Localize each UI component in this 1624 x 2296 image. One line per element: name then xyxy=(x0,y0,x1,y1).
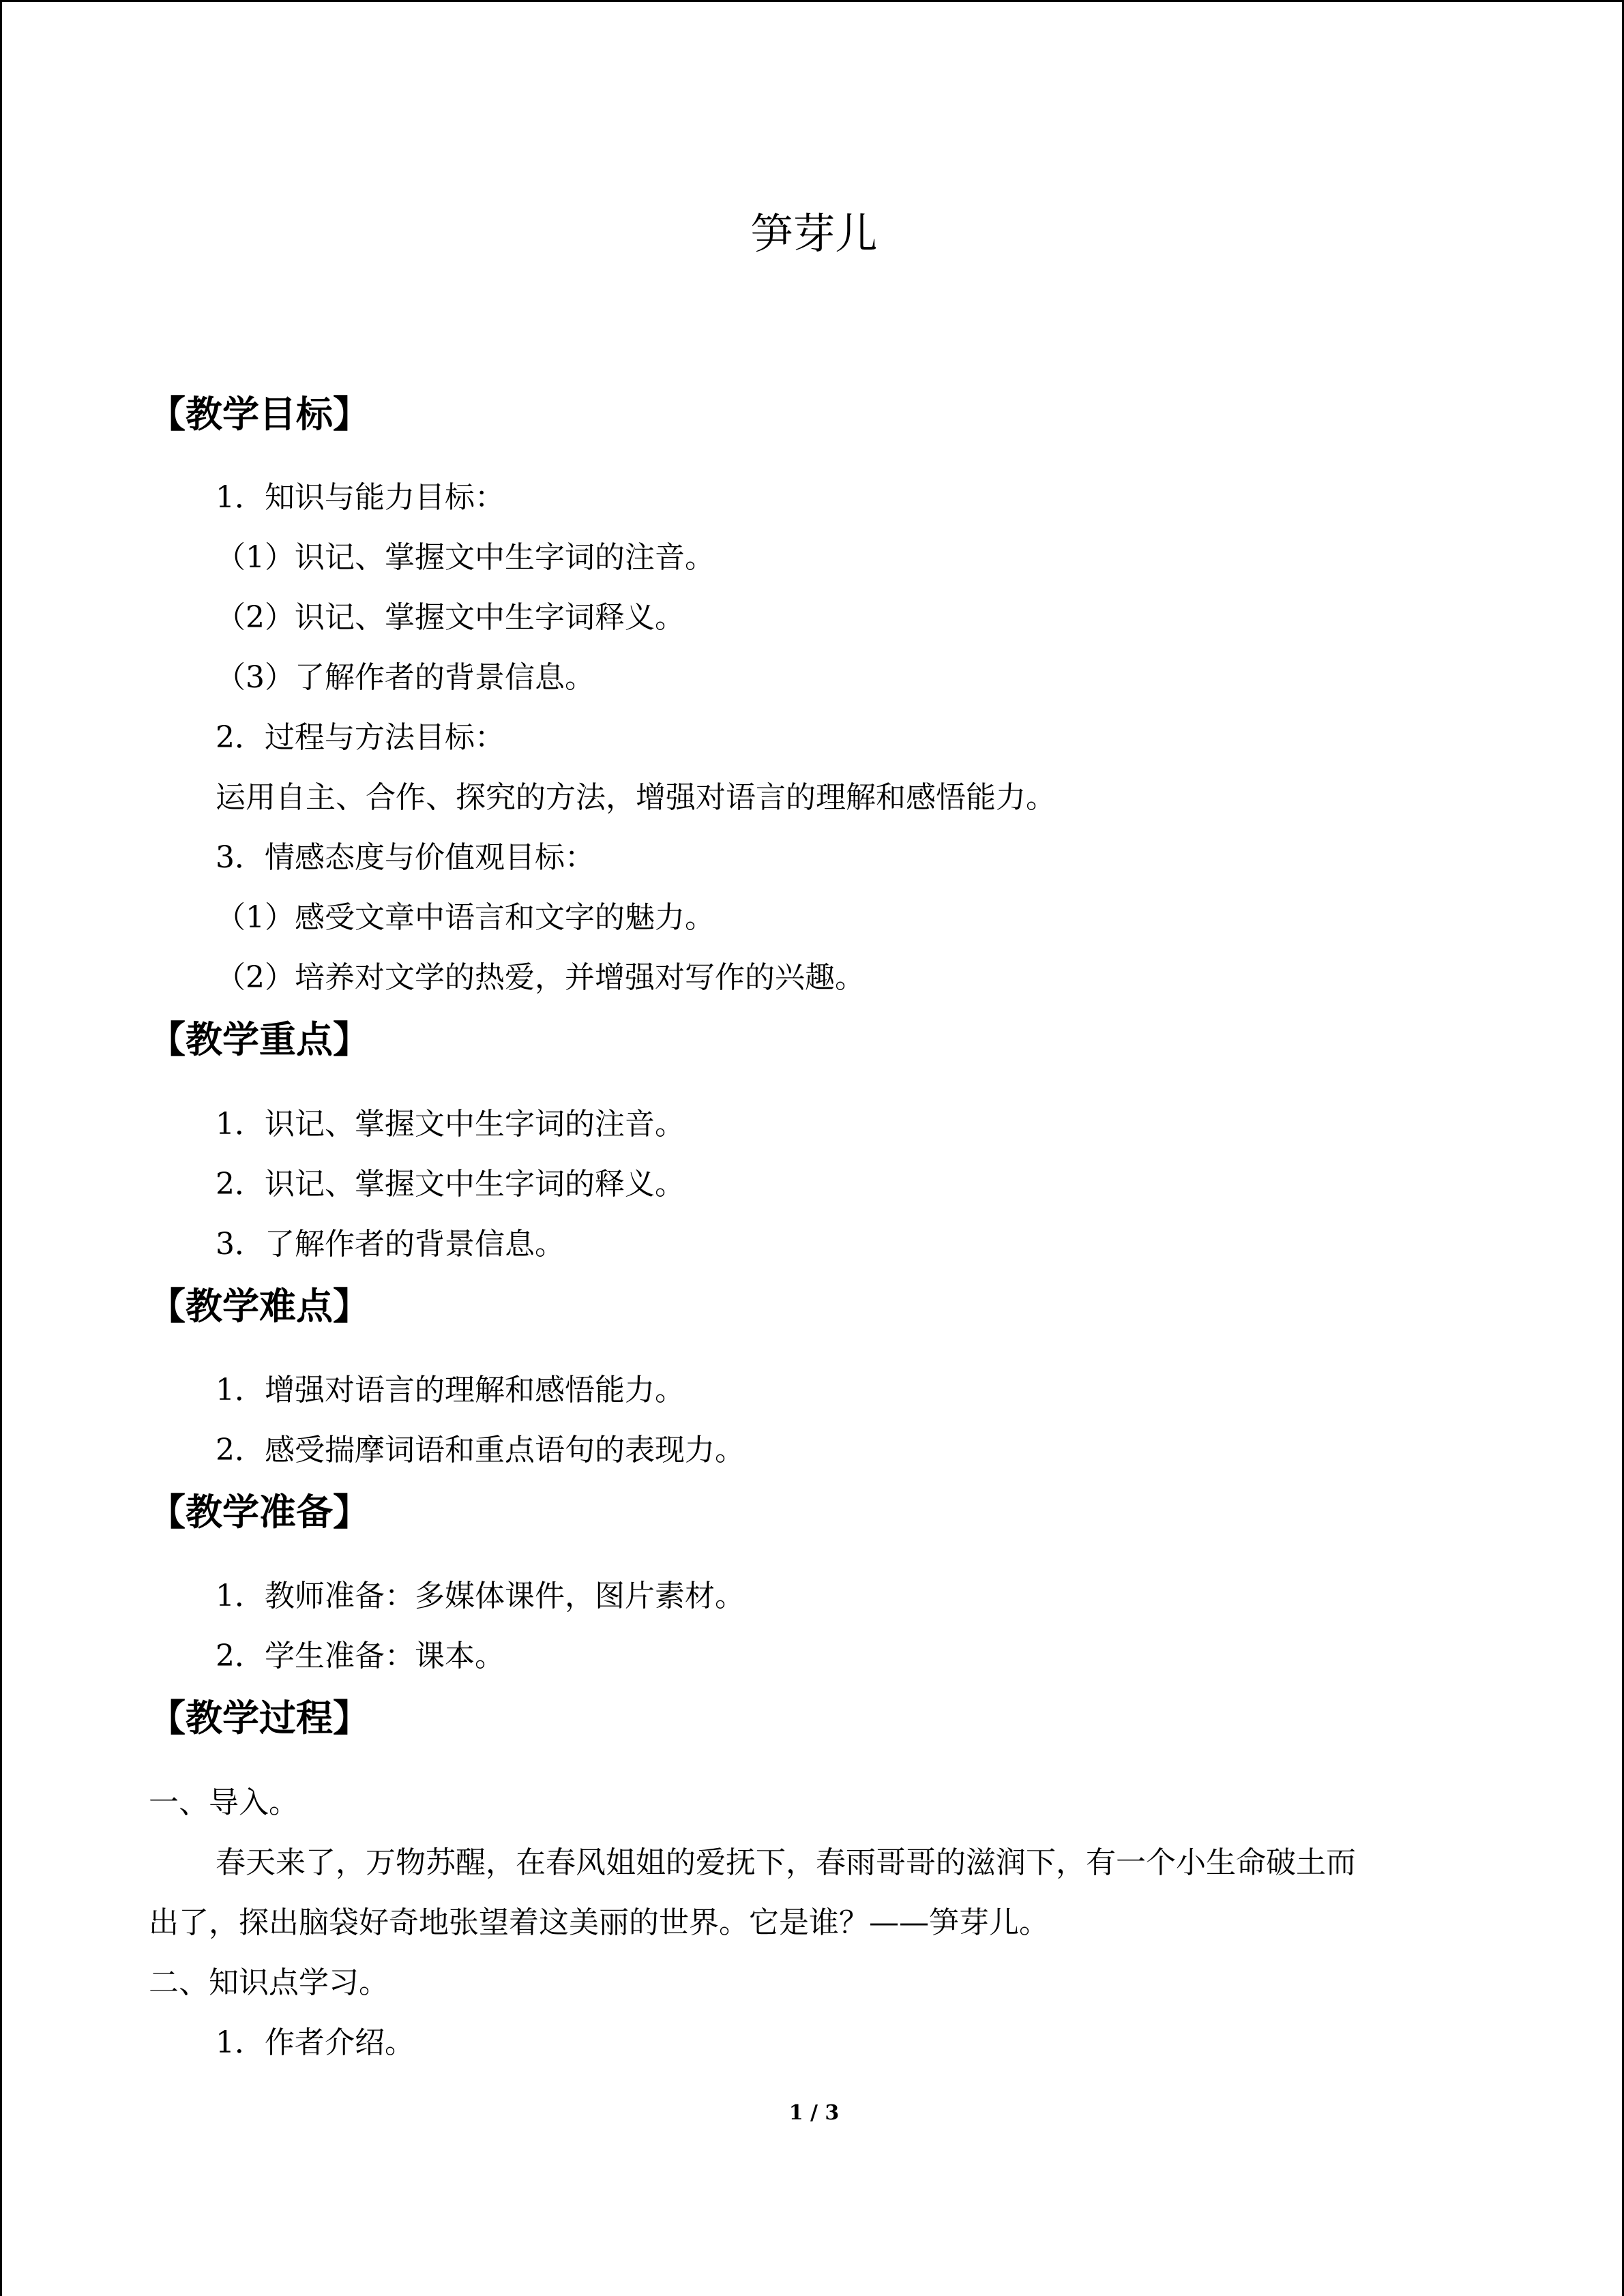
key-points-line: 1．识记、掌握文中生字词的注音。 xyxy=(216,1107,685,1142)
difficulties-line: 2．感受揣摩词语和重点语句的表现力。 xyxy=(216,1433,745,1467)
page-number: 1 / 3 xyxy=(788,2101,840,2125)
process-line: 一、导入。 xyxy=(149,1785,299,1820)
objectives-line: 1．知识与能力目标： xyxy=(216,480,505,515)
process-line: 出了，探出脑袋好奇地张望着这美丽的世界。它是谁？——笋芽儿。 xyxy=(149,1905,1049,1940)
key-points-heading: 【教学重点】 xyxy=(149,1018,370,1061)
key-points-line: 3．了解作者的背景信息。 xyxy=(216,1227,565,1262)
key-points-line: 2．识记、掌握文中生字词的释义。 xyxy=(216,1167,685,1202)
process-line: 二、知识点学习。 xyxy=(149,1965,389,2000)
objectives-line: （2）培养对文学的热爱，并增强对写作的兴趣。 xyxy=(216,960,865,995)
objectives-line: 2．过程与方法目标： xyxy=(216,720,505,755)
objectives-line: （1）感受文章中语言和文字的魅力。 xyxy=(216,900,715,935)
document-title: 笋芽儿 xyxy=(750,209,878,258)
difficulties-heading: 【教学难点】 xyxy=(149,1285,370,1328)
preparation-line: 2．学生准备：课本。 xyxy=(216,1639,505,1673)
objectives-heading: 【教学目标】 xyxy=(149,393,370,436)
objectives-line: 3．情感态度与价值观目标： xyxy=(216,840,595,875)
objectives-line: 运用自主、合作、探究的方法，增强对语言的理解和感悟能力。 xyxy=(216,780,1056,815)
process-heading: 【教学过程】 xyxy=(149,1697,370,1740)
objectives-line: （2）识记、掌握文中生字词释义。 xyxy=(216,600,685,635)
preparation-heading: 【教学准备】 xyxy=(149,1491,370,1534)
process-line: 春天来了，万物苏醒，在春风姐姐的爱抚下，春雨哥哥的滋润下，有一个小生命破土而 xyxy=(216,1845,1356,1880)
process-line: 1．作者介绍。 xyxy=(216,2025,415,2060)
preparation-line: 1．教师准备：多媒体课件，图片素材。 xyxy=(216,1579,745,1613)
objectives-line: （3）了解作者的背景信息。 xyxy=(216,660,595,695)
difficulties-line: 1．增强对语言的理解和感悟能力。 xyxy=(216,1373,685,1407)
objectives-line: （1）识记、掌握文中生字词的注音。 xyxy=(216,540,715,575)
